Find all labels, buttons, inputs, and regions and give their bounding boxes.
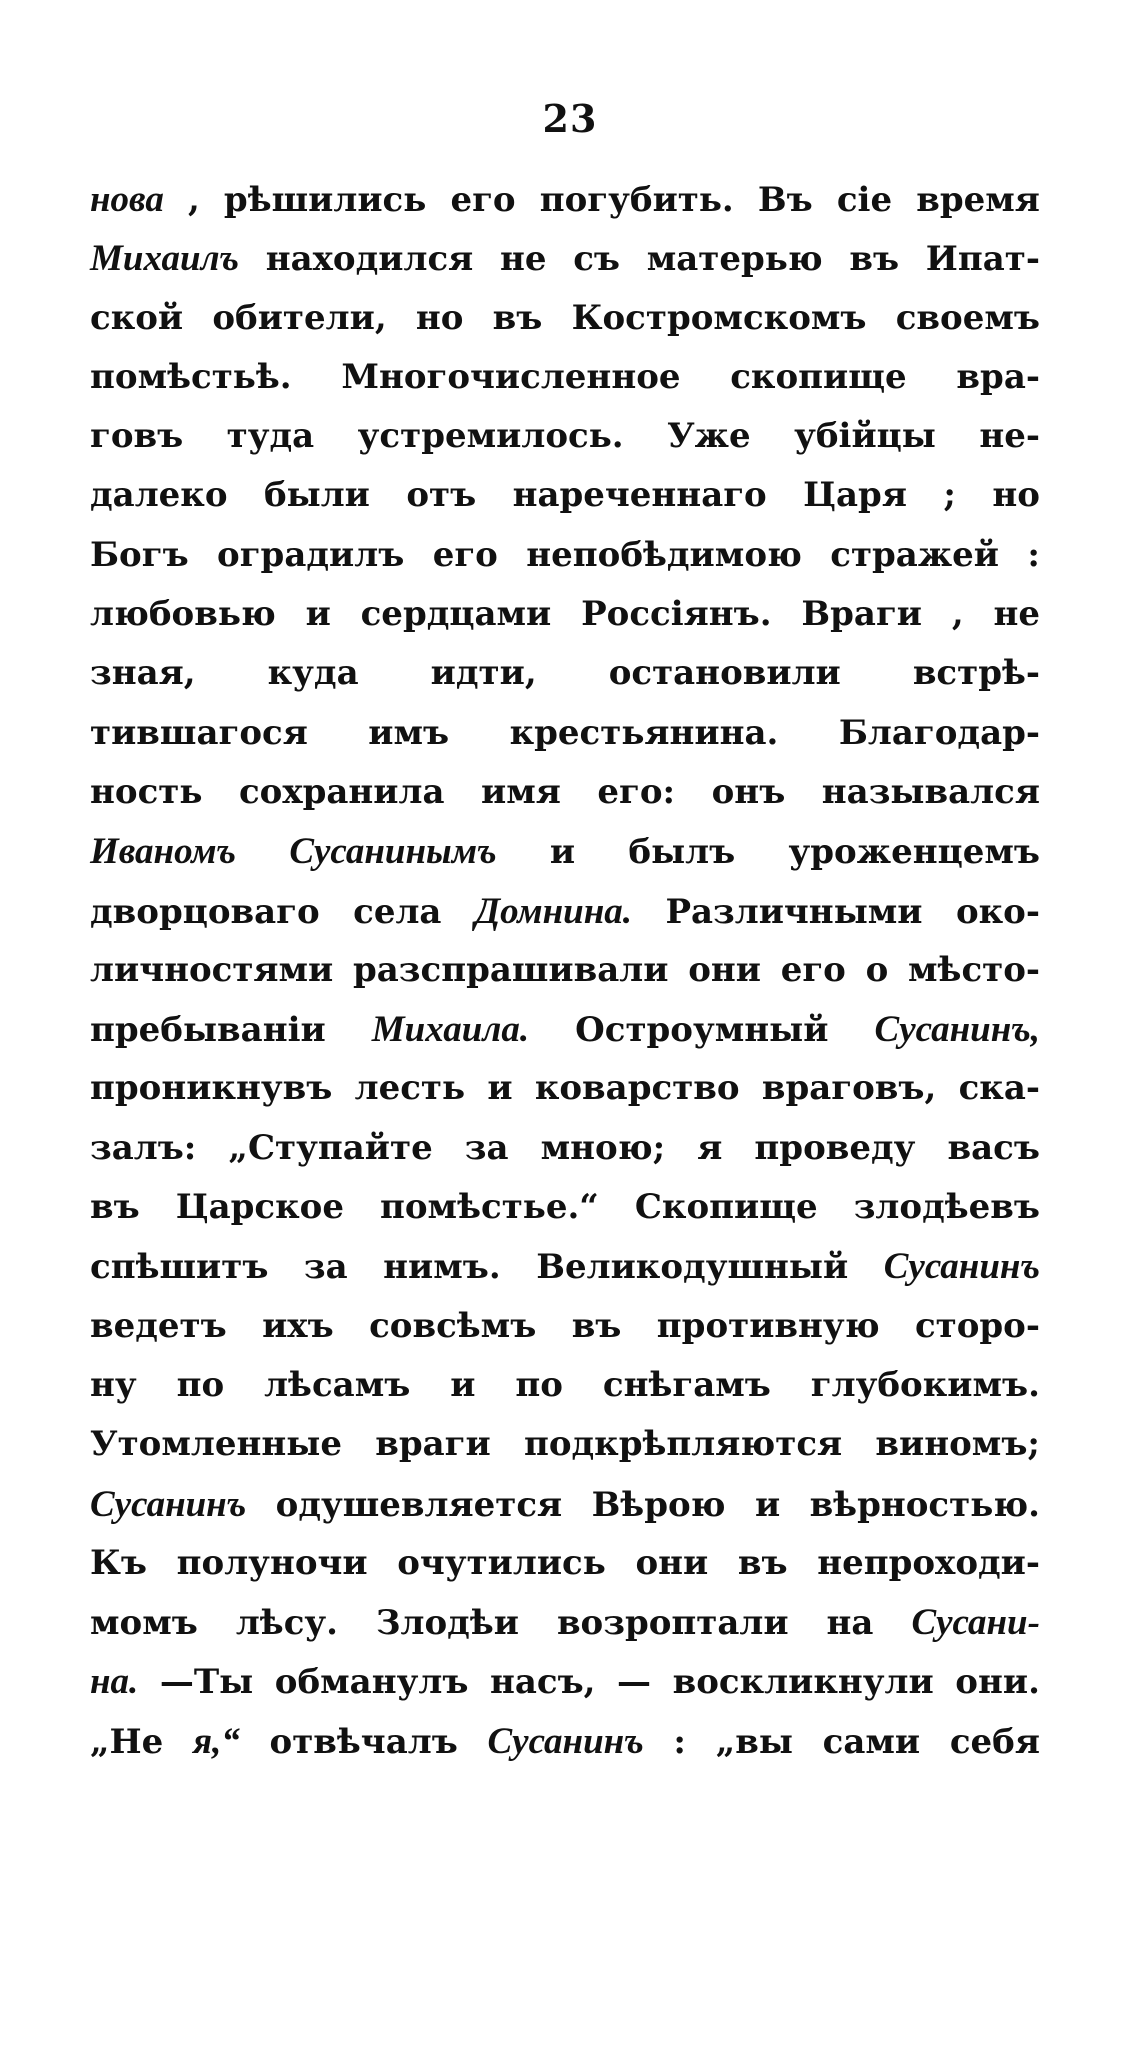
page-number: 23	[542, 96, 598, 141]
word: „вы	[715, 1721, 793, 1762]
text-line	[90, 1652, 1040, 1711]
word: лѣсу.	[235, 1603, 338, 1644]
word: онъ	[711, 771, 786, 812]
word: лѣсамъ	[264, 1364, 411, 1405]
word: имя	[481, 771, 561, 812]
word: за	[303, 1247, 348, 1288]
word: говъ	[90, 416, 184, 457]
word: насъ,	[489, 1662, 596, 1703]
word: не-	[979, 416, 1040, 457]
word: непроходи-	[817, 1542, 1040, 1583]
word: въ	[737, 1542, 788, 1583]
word: возроптали	[556, 1603, 789, 1644]
word: Россіянъ.	[581, 594, 772, 635]
word: погубить.	[539, 180, 734, 220]
word: идти,	[430, 653, 537, 694]
word: личностями	[90, 949, 334, 990]
word: одушевляется	[275, 1484, 563, 1525]
word: его	[450, 180, 516, 220]
word: проведу	[754, 1127, 916, 1168]
text-line	[90, 1297, 1040, 1356]
word: „Не	[90, 1721, 164, 1762]
text-line	[90, 941, 1040, 1000]
text-line	[90, 526, 1040, 585]
word: сами	[822, 1721, 921, 1762]
text-line	[90, 1534, 1040, 1593]
word: ской	[90, 297, 184, 338]
word: стражей	[830, 534, 1000, 575]
word: мѣсто-	[908, 949, 1040, 990]
word: сохранила	[238, 771, 445, 812]
italic-word: Сусанинъ,	[874, 1009, 1040, 1051]
word: Богъ	[90, 534, 189, 575]
word: уроженцемъ	[788, 832, 1040, 873]
word: время	[916, 180, 1040, 220]
word: по	[176, 1364, 225, 1405]
word: его	[432, 534, 498, 575]
word: съ	[573, 239, 620, 280]
italic-word: я,“	[193, 1720, 240, 1762]
word: васъ	[947, 1127, 1040, 1168]
word: не	[499, 239, 547, 280]
text-line	[90, 407, 1040, 466]
word: его	[780, 949, 846, 990]
word: спѣшитъ	[90, 1247, 269, 1288]
word: ведетъ	[90, 1305, 227, 1346]
word: не	[993, 594, 1040, 635]
word: глубокимъ.	[810, 1364, 1040, 1405]
word: сердцами	[360, 594, 552, 635]
word: ность	[90, 771, 203, 812]
word: его:	[597, 771, 676, 812]
word: отъ	[406, 475, 477, 516]
italic-word: Сусанинымъ	[289, 831, 497, 873]
word: злодѣевъ	[853, 1187, 1040, 1228]
word: но	[415, 297, 464, 338]
word: ;	[943, 475, 956, 516]
word: момъ	[90, 1603, 198, 1644]
italic-word: Михаилъ	[90, 238, 240, 280]
italic-word: Иваномъ	[90, 831, 237, 873]
word: крестьянина.	[509, 712, 779, 753]
text-line	[90, 1356, 1040, 1415]
word: въ	[849, 239, 900, 280]
word: вѣрностью.	[809, 1484, 1040, 1525]
word: Враги	[801, 594, 922, 635]
word: за	[464, 1127, 509, 1168]
word: находился	[265, 239, 474, 280]
word: совсѣмъ	[369, 1305, 537, 1346]
word: око-	[955, 891, 1040, 932]
word: проникнувъ	[90, 1068, 333, 1109]
text-line	[90, 1475, 1040, 1534]
word: полуночи	[176, 1542, 368, 1583]
word: по	[515, 1364, 563, 1405]
text-line	[90, 822, 1040, 881]
word: Злодѣи	[375, 1603, 519, 1644]
word: мною;	[540, 1127, 666, 1168]
word: —Ты	[159, 1662, 254, 1703]
text-line	[90, 882, 1040, 941]
text-line	[90, 1593, 1040, 1652]
word: залъ:	[90, 1127, 197, 1168]
word: остановили	[608, 653, 841, 694]
word: нареченнаго	[512, 475, 767, 516]
text-line	[90, 704, 1040, 763]
text-line	[90, 1415, 1040, 1474]
word: враговъ,	[761, 1068, 937, 1109]
italic-word: Сусанинъ	[487, 1720, 644, 1762]
word: любовью	[90, 594, 276, 635]
word: и	[305, 594, 331, 635]
word: они	[635, 1542, 709, 1583]
word: Къ	[90, 1542, 148, 1583]
word: очутились	[397, 1542, 606, 1583]
word: былъ	[628, 832, 736, 873]
word: я	[697, 1127, 723, 1168]
italic-word: Михаила.	[371, 1009, 530, 1051]
word: куда	[267, 653, 359, 694]
italic-word: Сусанинъ	[90, 1483, 247, 1525]
text-line	[90, 229, 1040, 288]
word: они	[688, 949, 761, 990]
word: Остроумный	[575, 1010, 829, 1051]
word: :	[673, 1721, 686, 1762]
italic-word: Сусанинъ	[883, 1246, 1040, 1288]
word: села	[353, 891, 442, 932]
word: были	[263, 475, 370, 516]
word: помѣстье.“	[379, 1187, 599, 1228]
word: назывался	[821, 771, 1040, 812]
word: Въ	[757, 180, 813, 220]
text-line	[90, 466, 1040, 525]
word: лесть	[354, 1068, 466, 1109]
word: нимъ.	[383, 1247, 501, 1288]
text-line	[90, 289, 1040, 348]
text-line	[90, 585, 1040, 644]
text-line	[90, 1237, 1040, 1296]
word: имъ	[368, 712, 450, 753]
italic-word: на.	[90, 1661, 139, 1703]
word: Скопище	[634, 1187, 818, 1228]
word: рѣшились	[223, 180, 427, 220]
word: и	[754, 1484, 781, 1525]
italic-word: нова	[90, 179, 164, 220]
word: Утомленные	[90, 1424, 342, 1465]
word: сторо-	[914, 1305, 1040, 1346]
word: —	[617, 1662, 652, 1703]
word: Благодар-	[838, 712, 1040, 753]
word: но	[992, 475, 1040, 516]
word: и	[549, 832, 576, 873]
word: въ	[571, 1305, 622, 1346]
word: сіе	[836, 180, 893, 220]
word: они.	[955, 1662, 1040, 1703]
word: въ	[492, 297, 543, 338]
body-text	[90, 170, 1040, 1771]
word: матерью	[646, 239, 823, 280]
word: Многочисленное	[341, 356, 681, 397]
text-line	[90, 348, 1040, 407]
word: „Ступайте	[228, 1127, 433, 1168]
word: туда	[226, 416, 315, 457]
word: и	[487, 1068, 513, 1109]
word: разспрашивали	[353, 949, 669, 990]
word: Уже	[667, 416, 751, 457]
word: ,	[951, 594, 964, 635]
word: ска-	[958, 1068, 1040, 1109]
word: виномъ;	[875, 1424, 1040, 1465]
word: Ипат-	[925, 239, 1040, 280]
word: коварство	[534, 1068, 740, 1109]
text-line	[90, 170, 1040, 229]
word: непобѣдимою	[526, 534, 802, 575]
text-line	[90, 1712, 1040, 1771]
word: устремилось.	[357, 416, 624, 457]
word: далеко	[90, 475, 228, 516]
text-line	[90, 1178, 1040, 1237]
word: ну	[90, 1364, 137, 1405]
word: ихъ	[262, 1305, 334, 1346]
word: въ	[90, 1187, 140, 1228]
word: обманулъ	[274, 1662, 469, 1703]
text-line	[90, 1059, 1040, 1118]
word: отвѣчалъ	[269, 1721, 458, 1762]
word: Царское	[175, 1187, 344, 1228]
word: Различными	[665, 891, 923, 932]
word: Костромскомъ	[571, 297, 867, 338]
word: своемъ	[895, 297, 1040, 338]
word: пребываніи	[90, 1010, 326, 1051]
word: и	[450, 1364, 476, 1405]
text-line	[90, 644, 1040, 703]
word: себя	[949, 1721, 1040, 1762]
word: оградилъ	[217, 534, 405, 575]
word: дворцоваго	[90, 891, 320, 932]
word: скопище	[730, 356, 907, 397]
word: Великодушный	[536, 1247, 849, 1288]
word: встрѣ-	[912, 653, 1040, 694]
italic-word: Сусани-	[911, 1602, 1040, 1644]
word: враги	[375, 1424, 491, 1465]
word: :	[1027, 534, 1040, 575]
word: обители,	[212, 297, 387, 338]
word: подкрѣпляются	[523, 1424, 843, 1465]
word: помѣстьѣ.	[90, 356, 292, 397]
word: тившагося	[90, 712, 308, 753]
italic-word: Домнина.	[474, 890, 633, 932]
text-line	[90, 1119, 1040, 1178]
text-line	[90, 763, 1040, 822]
word: ,	[187, 180, 200, 220]
word: снѣгамъ	[602, 1364, 771, 1405]
word: Вѣрою	[591, 1484, 726, 1525]
text-line	[90, 1000, 1040, 1059]
word: о	[865, 949, 889, 990]
word: вра-	[956, 356, 1040, 397]
word: убійцы	[794, 416, 936, 457]
word: Царя	[803, 475, 907, 516]
word: воскликнули	[672, 1662, 934, 1703]
word: зная,	[90, 653, 196, 694]
word: противную	[656, 1305, 880, 1346]
word: на	[826, 1603, 874, 1644]
